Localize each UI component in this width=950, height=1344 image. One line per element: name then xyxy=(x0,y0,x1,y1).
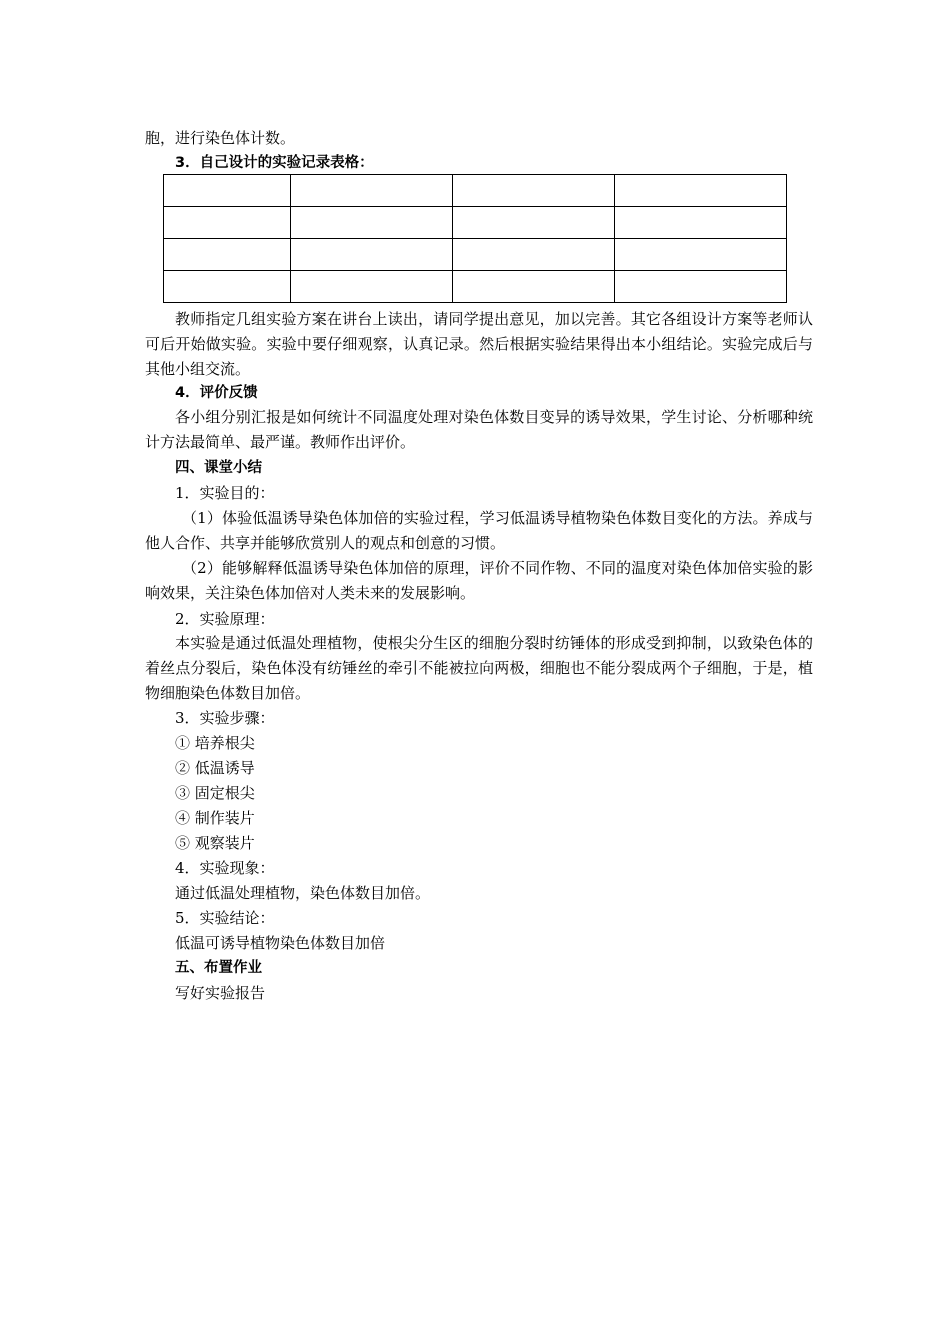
goal-label: 1．实验目的： xyxy=(175,484,275,502)
teacher-paragraph: 教师指定几组实验方案在讲台上读出，请同学提出意见，加以完善。其它各组设计方案等老师认可后开始做实验。实验中要仔细观察，认真记录。然后根据实验结果得出本小组结论。实验完成后与其他小组交流。 xyxy=(145,310,813,378)
summary-heading: 四、课堂小结 xyxy=(175,460,262,476)
table-cell xyxy=(615,207,787,239)
table-cell xyxy=(615,239,787,271)
table-cell xyxy=(164,271,291,303)
table-cell xyxy=(615,175,787,207)
feedback-paragraph: 各小组分别汇报是如何统计不同温度处理对染色体数目变异的诱导效果，学生讨论、分析哪种统计方法最简单、最严谨。教师作出评价。 xyxy=(145,408,813,451)
principle-paragraph: 本实验是通过低温处理植物，使根尖分生区的细胞分裂时纺锤体的形成受到抑制，以致染色体的着丝点分裂后，染色体没有纺锤丝的牵引不能被拉向两极，细胞也不能分裂成两个子细胞，于是，植物细胞染色体数目加倍。 xyxy=(145,634,813,702)
steps-label: 3．实验步骤： xyxy=(175,709,275,727)
goal-1-paragraph: （1）体验低温诱导染色体加倍的实验过程，学习低温诱导植物染色体数目变化的方法。养成与他人合作、共享并能够欣赏别人的观点和创意的习惯。 xyxy=(145,509,813,552)
table-cell xyxy=(291,271,453,303)
table-row xyxy=(164,207,787,239)
table-cell xyxy=(615,271,787,303)
phenomenon-text: 通过低温处理植物，染色体数目加倍。 xyxy=(175,884,431,902)
experiment-record-table xyxy=(163,174,787,303)
table-cell xyxy=(291,207,453,239)
continued-line: 胞，进行染色体计数。 xyxy=(145,129,296,147)
step-item: ⑤ 观察装片 xyxy=(175,834,255,852)
table-row xyxy=(164,271,787,303)
table-cell xyxy=(164,175,291,207)
table-cell xyxy=(453,271,615,303)
homework-heading: 五、布置作业 xyxy=(175,960,262,976)
section-4-heading: 4．评价反馈 xyxy=(175,385,258,401)
conclusion-text: 低温可诱导植物染色体数目加倍 xyxy=(175,934,386,952)
table-cell xyxy=(291,239,453,271)
principle-label: 2．实验原理： xyxy=(175,610,275,628)
table-row xyxy=(164,175,787,207)
step-item: ② 低温诱导 xyxy=(175,759,255,777)
table-cell xyxy=(164,239,291,271)
phenomenon-label: 4．实验现象： xyxy=(175,859,275,877)
step-item: ③ 固定根尖 xyxy=(175,784,255,802)
step-item: ④ 制作装片 xyxy=(175,809,255,827)
table-cell xyxy=(164,207,291,239)
homework-text: 写好实验报告 xyxy=(175,984,266,1002)
table-cell xyxy=(453,207,615,239)
goal-2-paragraph: （2）能够解释低温诱导染色体加倍的原理，评价不同作物、不同的温度对染色体加倍实验的影响效果，关注染色体加倍对人类未来的发展影响。 xyxy=(145,559,813,602)
conclusion-label: 5．实验结论： xyxy=(175,909,275,927)
step-item: ① 培养根尖 xyxy=(175,734,255,752)
table-cell xyxy=(453,239,615,271)
section-3-heading: 3．自己设计的实验记录表格： xyxy=(175,155,374,171)
table-cell xyxy=(453,175,615,207)
table-cell xyxy=(291,175,453,207)
table-row xyxy=(164,239,787,271)
